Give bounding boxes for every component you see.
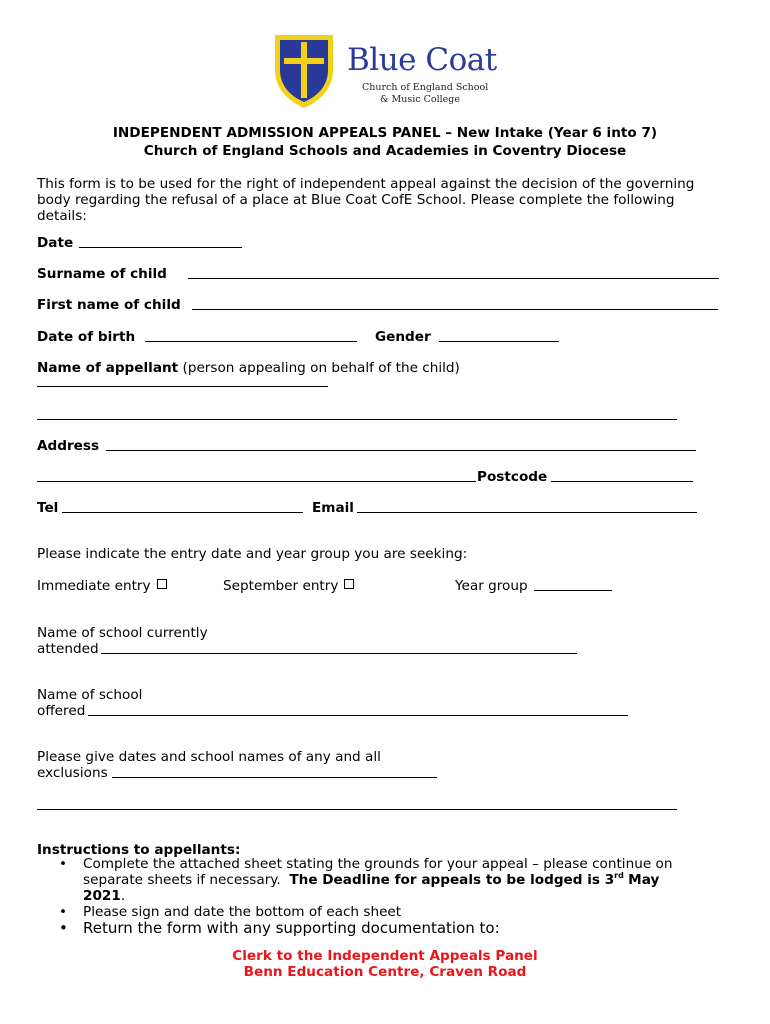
instruction-2-text: Please sign and date the bottom of each sheet	[83, 904, 402, 920]
immediate-entry-label: Immediate entry	[37, 578, 151, 594]
intro-line-1: This form is to be used for the right of independent appeal against the decision of the governing	[37, 176, 695, 192]
school-logo	[272, 32, 532, 112]
exclusions-label-1: Please give dates and school names of any and all	[37, 749, 381, 765]
entry-prompt: Please indicate the entry date and year group you are seeking:	[37, 546, 468, 562]
intro-line-3: details:	[37, 208, 87, 224]
instruction-item	[37, 856, 727, 904]
offered-school-label-2: offered	[37, 703, 86, 719]
exclusions-field-2[interactable]	[37, 809, 677, 810]
first-name-field[interactable]	[192, 309, 718, 310]
address-field-1[interactable]	[106, 450, 696, 451]
address-field-2[interactable]	[37, 481, 476, 482]
immediate-entry-checkbox[interactable]	[157, 579, 167, 589]
appellant-note: (person appealing on behalf of the child)	[182, 360, 460, 376]
intro-line-2: body regarding the refusal of a place at Blue Coat CofE School. Please complete the following	[37, 192, 675, 208]
shield-cross-icon	[272, 32, 336, 110]
tel-field[interactable]	[62, 512, 303, 513]
september-entry-checkbox[interactable]	[344, 579, 354, 589]
year-group-label: Year group	[455, 578, 528, 594]
surname-label: Surname of child	[37, 266, 167, 282]
address-label: Address	[37, 438, 100, 454]
logo-title: Blue Coat	[347, 42, 497, 78]
instruction-3-text: Return the form with any supporting documentation to:	[83, 919, 500, 937]
deadline-year: 2021	[83, 888, 121, 904]
deadline-sup: rd	[614, 871, 624, 880]
september-entry-option[interactable]	[223, 578, 354, 594]
email-label: Email	[312, 500, 354, 516]
first-name-label: First name of child	[37, 297, 181, 313]
instruction-item	[37, 920, 727, 936]
email-field[interactable]	[357, 512, 697, 513]
appellant-label-row	[37, 360, 460, 376]
current-school-label-1: Name of school currently	[37, 625, 208, 641]
heading-line-2: Church of England Schools and Academies in Coventry Diocese	[143, 143, 627, 159]
instruction-item	[37, 904, 727, 920]
heading-line-1: INDEPENDENT ADMISSION APPEALS PANEL – New Intake (Year 6 into 7)	[112, 125, 658, 141]
gender-label: Gender	[375, 329, 431, 345]
tel-label: Tel	[37, 500, 59, 516]
surname-field[interactable]	[188, 278, 719, 279]
current-school-field[interactable]	[101, 653, 577, 654]
logo-subtitle-1: Church of England School	[362, 82, 489, 93]
appellant-field-1[interactable]	[37, 386, 328, 387]
clerk-address-line-2: Benn Education Centre, Craven Road	[243, 964, 527, 980]
logo-subtitle-2: & Music College	[380, 94, 460, 105]
date-label: Date	[37, 235, 74, 251]
offered-school-label-1: Name of school	[37, 687, 143, 703]
deadline-month: May	[628, 872, 660, 888]
appellant-field-2[interactable]	[37, 419, 677, 420]
postcode-label: Postcode	[477, 469, 548, 485]
current-school-label-2: attended	[37, 641, 99, 657]
immediate-entry-option[interactable]	[37, 578, 167, 594]
offered-school-field[interactable]	[88, 715, 628, 716]
exclusions-label-2: exclusions	[37, 765, 108, 781]
dob-label: Date of birth	[37, 329, 136, 345]
deadline-period: .	[120, 888, 126, 904]
september-entry-label: September entry	[223, 578, 339, 594]
exclusions-field-1[interactable]	[112, 777, 437, 778]
instructions-list	[37, 856, 727, 936]
instructions-heading: Instructions to appellants:	[37, 842, 241, 858]
instruction-1-text: Complete the attached sheet stating the grounds for your appeal – please continue on	[83, 856, 673, 872]
clerk-address-line-1: Clerk to the Independent Appeals Panel	[232, 948, 538, 964]
deadline-text: The Deadline for appeals to be lodged is 3	[289, 872, 615, 888]
appellant-label: Name of appellant	[37, 360, 179, 376]
gender-field[interactable]	[439, 341, 559, 342]
instruction-1-text-b: separate sheets if necessary.	[83, 872, 281, 888]
postcode-field[interactable]	[551, 481, 693, 482]
date-field[interactable]	[79, 247, 242, 248]
dob-field[interactable]	[145, 341, 357, 342]
year-group-field[interactable]	[534, 590, 612, 591]
